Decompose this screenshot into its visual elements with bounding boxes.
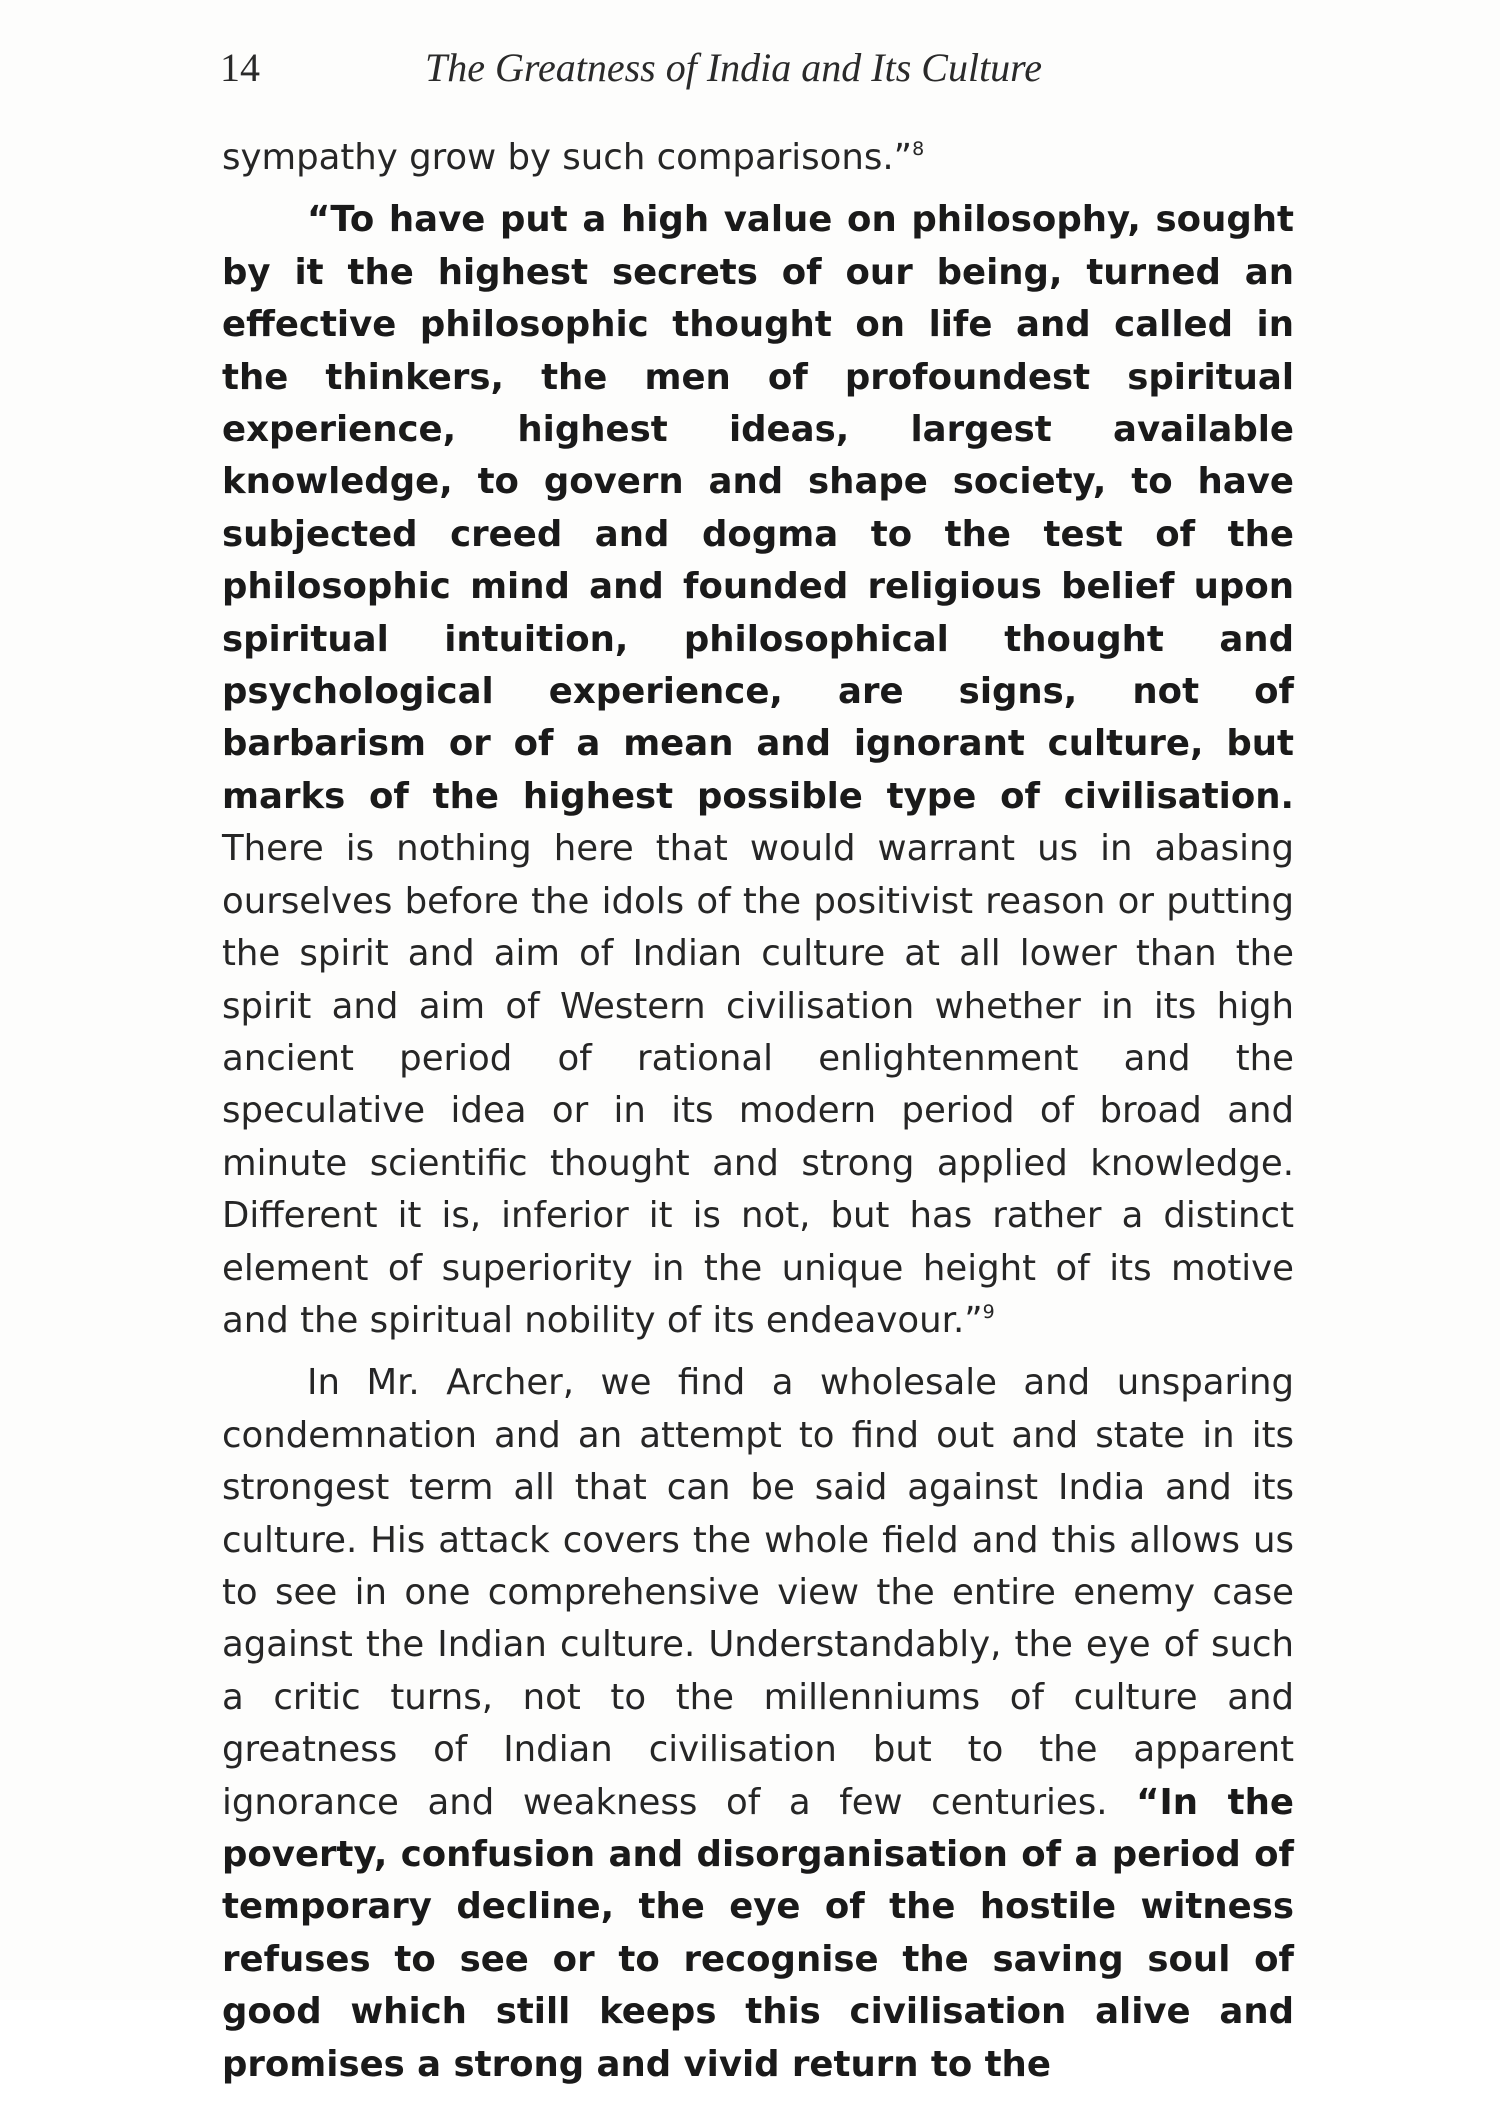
paragraph-archer	[222, 1357, 1294, 2091]
footnote-marker: 9	[982, 1300, 995, 1323]
page-number: 14	[220, 45, 260, 90]
bold-quotation: “In the poverty, confusion and disorganisation of a period of temporary decline, the eye of the hostile witness refuses to see or to recognise the saving soul of good which still keeps this civilisation alive and promises a strong and vivid return to the	[222, 1781, 1294, 2085]
running-title: The Greatness of India and Its Culture	[425, 45, 1043, 90]
bold-quotation: “To have put a high value on philosophy, sought by it the highest secrets of our being, turned an effective philosophic thought on life and called in the thinkers, the men of profoundest spiritual experience, highest ideas, largest available knowledge, to govern and shape society, to have subjected creed and dogma to the test of the philosophic mind and founded religious belief upon spiritual intuition, philosophical thought and psychological experience, are signs, not of barbarism or of a mean and ignorant culture, but marks of the highest possible type of civilisation.	[222, 199, 1294, 817]
page-header	[220, 38, 1320, 98]
paragraph-continued	[222, 132, 1294, 184]
footnote-marker: 8	[912, 138, 925, 160]
paragraph-text: In Mr. Archer, we find a wholesale and unsparing condemnation and an attempt to find out and state in its strongest term all that can be said against India and its culture. His attack covers the whole field and this allows us to see in one comprehensive view the entire enemy case against the Indian culture. Understandably, the eye of such a critic turns, not to the millenniums of culture and greatness of Indian civilisation but to the apparent ignorance and weakness of a few centuries.	[222, 1362, 1294, 1823]
paragraph-text: sympathy grow by such comparisons.”	[222, 137, 913, 178]
body-text	[222, 132, 1294, 2101]
quoted-paragraph	[222, 194, 1294, 1347]
paragraph-text: There is nothing here that would warrant us in abasing ourselves before the idols of the positivist reason or putting the spirit and aim of Indian culture at all lower than the spirit and aim of Western civilisation whether in its high ancient period of rational enlightenment and the speculative idea or in its modern period of broad and minute scientific thought and strong applied knowledge. Different it is, inferior it is not, but has rather a distinct element of superiority in the unique height of its motive and the spiritual nobility of its endeavour.”	[222, 828, 1294, 1341]
